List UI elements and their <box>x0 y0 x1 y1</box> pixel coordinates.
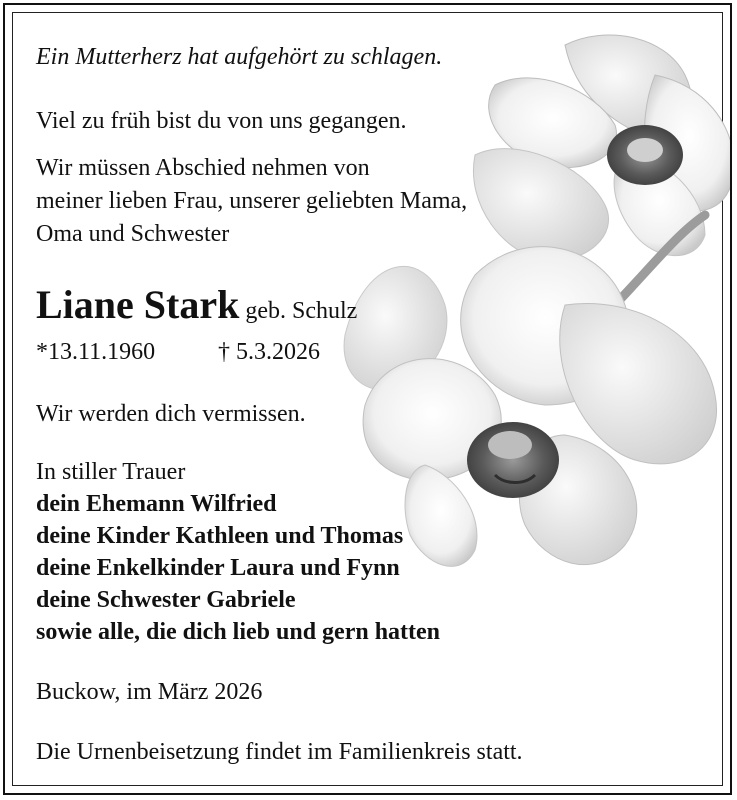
mourning-intro: In stiller Trauer <box>36 459 186 485</box>
deceased-name-line <box>36 283 357 327</box>
funeral-note: Die Urnenbeisetzung findet im Familienkreis statt. <box>36 739 523 765</box>
mourner-line: dein Ehemann Wilfried <box>36 491 277 517</box>
mourner-line: sowie alle, die dich lieb und gern hatten <box>36 619 441 645</box>
announcement-line: Wir müssen Abschied nehmen von <box>36 155 370 181</box>
mourner-line: deine Schwester Gabriele <box>36 587 296 613</box>
line-early: Viel zu früh bist du von uns gegangen. <box>36 108 407 134</box>
mourner-line: deine Enkelkinder Laura und Fynn <box>36 555 400 581</box>
place-date: Buckow, im März 2026 <box>36 679 263 705</box>
mourner-line: deine Kinder Kathleen und Thomas <box>36 523 404 549</box>
announcement-line: Oma und Schwester <box>36 221 230 247</box>
announcement-line: meiner lieben Frau, unserer geliebten Mama, <box>36 188 468 214</box>
death-date: † 5.3.2026 <box>218 339 320 365</box>
birth-name: geb. Schulz <box>245 298 358 324</box>
obituary-text <box>5 5 732 795</box>
deceased-name: Liane Stark <box>36 282 240 327</box>
birth-date: *13.11.1960 <box>36 339 156 365</box>
farewell: Wir werden dich vermissen. <box>36 401 306 427</box>
obituary-frame <box>3 3 732 795</box>
motto: Ein Mutterherz hat aufgehört zu schlagen. <box>36 44 443 70</box>
